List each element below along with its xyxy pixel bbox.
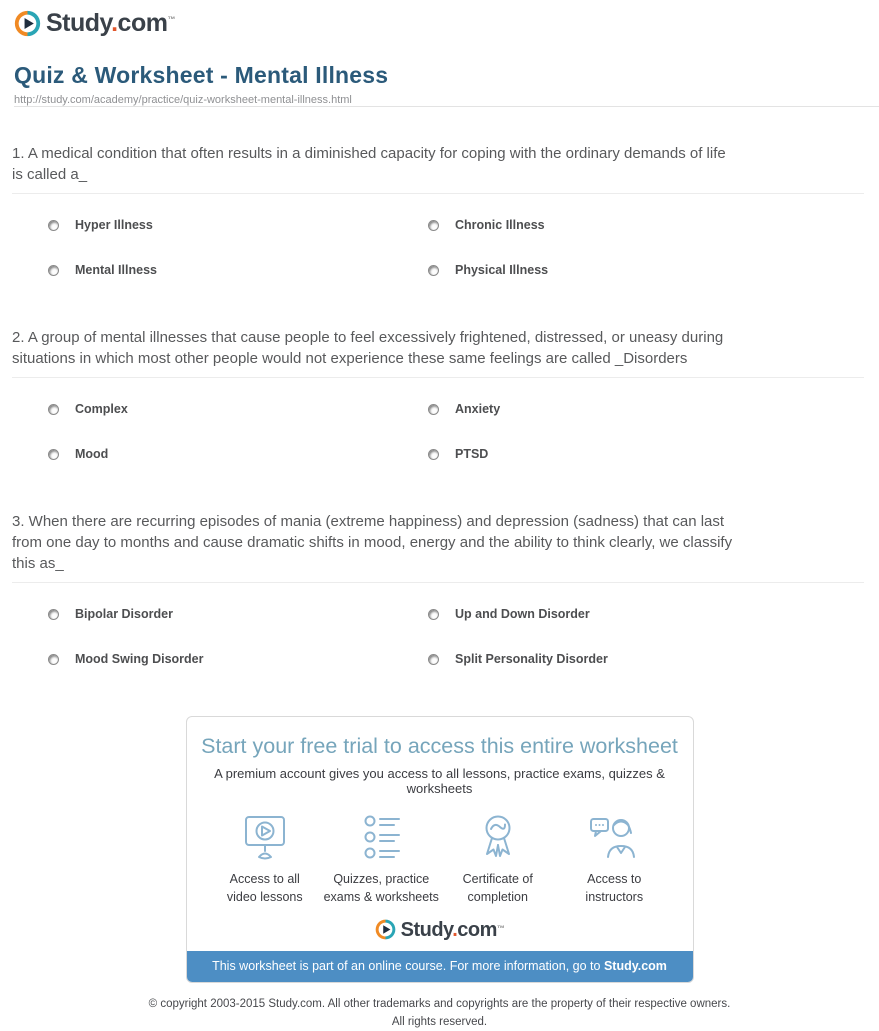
promo-heading: Start your free trial to access this entire worksheet	[201, 734, 678, 758]
answer-option[interactable]	[428, 447, 808, 461]
question-text: 3. When there are recurring episodes of mania (extreme happiness) and depression (sadness) that can last from one day to months and cause dramatic shifts in mood, energy and the ability to think clearly, we classify this as_	[12, 513, 733, 572]
logo-wordmark: Study.com™	[400, 918, 505, 941]
answer-option[interactable]	[428, 607, 808, 621]
radio-button[interactable]	[48, 265, 59, 276]
option-label[interactable]: Complex	[75, 402, 128, 416]
copyright-line: © copyright 2003-2015 Study.com. All other trademarks and copyrights are the property of their respective owners.	[148, 998, 731, 1011]
quiz-questions	[0, 107, 879, 666]
answer-option[interactable]	[428, 402, 808, 416]
question-2	[12, 327, 865, 461]
option-label[interactable]: PTSD	[455, 447, 489, 461]
question-text: 1. A medical condition that often results in a diminished capacity for coping with the ordinary demands of life is called a_	[12, 145, 726, 183]
feature-video-lessons: Access to all video lessons	[207, 813, 324, 906]
radio-button[interactable]	[48, 609, 59, 620]
banner-text: This worksheet is part of an online course. For more information, go to	[212, 959, 604, 974]
certificate-icon	[472, 813, 524, 863]
answer-option[interactable]	[48, 652, 428, 666]
radio-button[interactable]	[428, 265, 439, 276]
radio-button[interactable]	[48, 220, 59, 231]
feature-certificate: Certificate of completion	[440, 813, 557, 906]
option-label[interactable]: Up and Down Disorder	[455, 607, 590, 621]
option-label[interactable]: Chronic Illness	[455, 218, 545, 232]
answer-option[interactable]	[48, 447, 428, 461]
logo-wordmark: Study.com™	[46, 9, 175, 37]
answer-option[interactable]	[48, 263, 428, 277]
option-label[interactable]: Physical Illness	[455, 263, 549, 277]
radio-button[interactable]	[428, 404, 439, 415]
question-divider	[12, 377, 864, 378]
rights-line: All rights reserved.	[391, 1015, 488, 1028]
video-lessons-icon	[239, 813, 291, 863]
answer-option[interactable]	[428, 652, 808, 666]
question-3	[12, 511, 865, 666]
radio-button[interactable]	[48, 449, 59, 460]
feature-list	[187, 813, 693, 906]
radio-button[interactable]	[428, 654, 439, 665]
instructors-icon	[588, 813, 640, 863]
copyright-footer	[0, 996, 879, 1031]
option-label[interactable]: Anxiety	[455, 402, 501, 416]
course-info-banner	[187, 951, 693, 982]
options-grid	[12, 607, 865, 666]
option-label[interactable]: Split Personality Disorder	[455, 652, 608, 666]
studycom-logo[interactable]	[14, 10, 175, 37]
question-divider	[12, 193, 864, 194]
question-divider	[12, 582, 864, 583]
free-trial-promo	[186, 716, 694, 983]
studycom-play-icon	[14, 10, 41, 37]
radio-button[interactable]	[428, 220, 439, 231]
page-title: Quiz & Worksheet - Mental Illness	[14, 62, 389, 88]
radio-button[interactable]	[428, 609, 439, 620]
promo-subheading: A premium account gives you access to all lessons, practice exams, quizzes & worksheets	[214, 766, 665, 796]
question-text: 2. A group of mental illnesses that cause people to feel excessively frightened, distressed, or uneasy during situations in which most other people would not experience these same feelings are called _Disorders	[12, 329, 724, 367]
feature-quizzes: Quizzes, practice exams & worksheets	[323, 813, 440, 906]
banner-studycom-link[interactable]: Study.com	[603, 959, 667, 974]
radio-button[interactable]	[48, 654, 59, 665]
option-label[interactable]: Hyper Illness	[75, 218, 153, 232]
studycom-logo-small[interactable]	[375, 919, 505, 940]
options-grid	[12, 218, 865, 277]
answer-option[interactable]	[428, 263, 808, 277]
radio-button[interactable]	[428, 449, 439, 460]
answer-option[interactable]	[428, 218, 808, 232]
option-label[interactable]: Mood	[75, 447, 109, 461]
options-grid	[12, 402, 865, 461]
page-url: http://study.com/academy/practice/quiz-worksheet-mental-illness.html	[14, 94, 352, 106]
answer-option[interactable]	[48, 607, 428, 621]
question-1	[12, 143, 865, 277]
quizzes-worksheets-icon	[355, 813, 407, 863]
option-label[interactable]: Mood Swing Disorder	[75, 652, 204, 666]
option-label[interactable]: Bipolar Disorder	[75, 607, 173, 621]
option-label[interactable]: Mental Illness	[75, 263, 157, 277]
studycom-play-icon	[375, 919, 396, 940]
feature-instructors: Access to instructors	[556, 813, 673, 906]
answer-option[interactable]	[48, 402, 428, 416]
radio-button[interactable]	[48, 404, 59, 415]
answer-option[interactable]	[48, 218, 428, 232]
